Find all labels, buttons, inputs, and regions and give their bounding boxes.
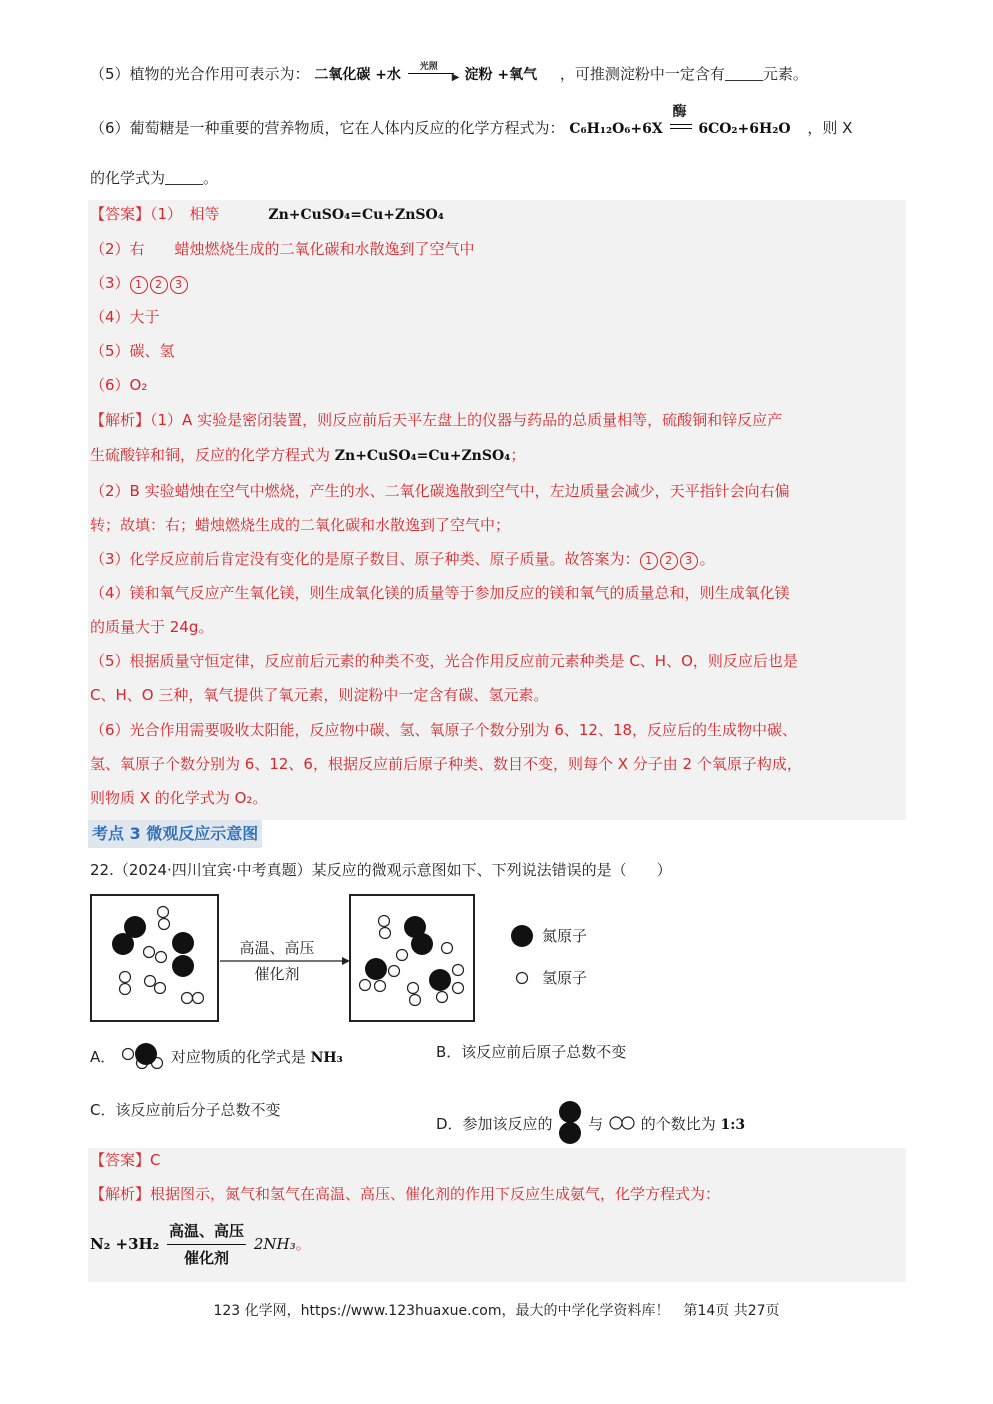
q6-reaction-equals [668, 104, 694, 136]
q5-line [90, 64, 808, 85]
analysis-p1-equation: Zn+CuSO₄=Cu+ZnSO₄ [334, 448, 511, 464]
reactant-h2-molecule-2 [144, 947, 167, 963]
analysis-p3-item-2: 2 [660, 552, 678, 570]
q6-suffix: ，则 X [807, 119, 853, 137]
analysis-p1-b-text: 生硫酸锌和铜，反应的化学方程式为 [90, 446, 331, 464]
answer22-analysis-tag: 【解析】 [90, 1185, 151, 1203]
answer-1-label: （1） 相等 [150, 205, 220, 223]
product-nh3-molecule-2 [360, 958, 400, 992]
option-d-label: D．参加该反应的 [436, 1115, 553, 1133]
product-h-atom [408, 983, 421, 1006]
reactant-h2-molecule-5 [182, 993, 204, 1004]
option-a-text: 对应物质的化学式是 [170, 1048, 306, 1066]
q6-line [90, 104, 853, 139]
reactant-n2-molecule-1 [112, 916, 146, 955]
answer22-analysis-text: 根据图示，氮气和氢气在高温、高压、催化剂的作用下反应生成氨气，化学方程式为： [150, 1185, 721, 1203]
answer22-value: C [150, 1151, 161, 1169]
q6-eq-left: C₆H₁₂O₆+6X [569, 121, 663, 137]
answer-2: （2）右 蜡烛燃烧生成的二氧化碳和水散逸到了空气中 [90, 240, 475, 258]
analysis-p3 [90, 549, 715, 570]
answer22-eq-right: 2NH₃ [253, 1235, 296, 1253]
q5-eq-left: 二氧化碳 +水 [314, 67, 401, 83]
arrow-condition-bottom: 催化剂 [254, 965, 300, 983]
analysis-p1-a-text: （1）A 实验是密闭装置，则反应前后天平左盘上的仪器与药品的总质量相等，硫酸铜和锌反应产 [150, 411, 783, 429]
reactant-h2-molecule-1 [158, 907, 170, 930]
answer-3-item-2: 2 [150, 276, 168, 294]
legend-n-atom-icon [511, 925, 533, 947]
analysis-p2-b: 转；故填：右；蜡烛燃烧生成的二氧化碳和水散逸到了空气中； [90, 516, 511, 534]
option-a [90, 1042, 343, 1070]
answer22-eq-condition [167, 1218, 246, 1271]
analysis-tag: 【解析】 [90, 411, 151, 429]
reactant-h2-molecule-4 [145, 976, 166, 994]
analysis-p3-b: 。 [699, 550, 715, 568]
product-nh3-molecule-3 [429, 965, 464, 1003]
answer-6: （6）O₂ [90, 376, 148, 394]
analysis-p1-c: ； [510, 446, 526, 464]
analysis-p1-b [90, 445, 525, 466]
answer22-tag: 【答案】 [90, 1151, 151, 1169]
q6-eq-condition: 酶 [672, 104, 687, 120]
q6-line-2 [90, 168, 218, 188]
answer22-eq-left: N₂ +3H₂ [90, 1235, 160, 1253]
reaction-diagram [90, 893, 650, 1025]
analysis-p6-c: 则物质 X 的化学式为 O₂。 [90, 789, 268, 807]
n2-molecule-icon [557, 1100, 583, 1146]
answer22-analysis [90, 1184, 720, 1204]
q22-stem: 22.（2024·四川宜宾·中考真题）某反应的微观示意图如下、下列说法错误的是（ ） [90, 861, 672, 879]
reactant-n2-molecule-2 [172, 932, 194, 977]
h2-molecule-icon [608, 1115, 636, 1131]
answer22-line [90, 1150, 161, 1170]
analysis-p5-a: （5）根据质量守恒定律，反应前后元素的种类不变，光合作用反应前元素种类是 C、H、O，则反应后也是 [90, 652, 798, 670]
answer-3-item-1: 1 [130, 276, 148, 294]
analysis-p6-b: 氢、氧原子个数分别为 6、12、6，根据反应前后原子种类、数目不变，则每个 X 分子由 2 个氧原子构成， [90, 755, 802, 773]
answer22-eq-cond-bottom: 催化剂 [184, 1249, 230, 1267]
q6-blank [165, 170, 203, 185]
analysis-p2-a: （2）B 实验蜡烛在空气中燃烧，产生的水、二氧化碳逸散到空气中，左边质量会减少，天平指针会向右偏 [90, 482, 790, 500]
q5-suffix-a: ，可推测淀粉中一定含有 [559, 65, 725, 83]
analysis-p3-item-3: 3 [680, 552, 698, 570]
answer-tag: 【答案】 [90, 205, 151, 223]
q5-eq-right: 淀粉 +氧气 [464, 67, 538, 83]
analysis-p3-item-1: 1 [640, 552, 658, 570]
q5-suffix-b: 元素。 [762, 65, 808, 83]
answer-line-1 [90, 204, 444, 225]
answer22-eq-end: 。 [295, 1235, 311, 1253]
reaction-arrowhead [342, 957, 350, 965]
answer-1-equation: Zn+CuSO₄=Cu+ZnSO₄ [268, 207, 444, 223]
q6-eq-right: 6CO₂+6H₂O [698, 121, 791, 137]
page-footer: 123 化学网，https://www.123huaxue.com，最大的中学化学资料库！ 第14页 共27页 [213, 1303, 780, 1319]
option-a-label: A． [90, 1048, 116, 1066]
answer-line-3 [90, 273, 190, 294]
answer-3-label: （3） [90, 274, 130, 292]
option-d [436, 1100, 745, 1146]
option-c: C．该反应前后分子总数不变 [90, 1101, 281, 1119]
answer22-equation [90, 1218, 311, 1271]
answer-3-item-3: 3 [170, 276, 188, 294]
q5-blank [725, 66, 763, 81]
reactant-h2-molecule-3 [120, 972, 131, 995]
answer-4: （4）大于 [90, 308, 160, 326]
legend-h-label: 氢原子 [542, 969, 588, 987]
analysis-p4-a: （4）镁和氧气反应产生氧化镁，则生成氧化镁的质量等于参加反应的镁和氧气的质量总和，则生成氧化镁 [90, 584, 790, 602]
analysis-p6-a: （6）光合作用需要吸收太阳能，反应物中碳、氢、氧原子个数分别为 6、12、18，反应后的生成物中碳、 [90, 721, 798, 739]
section-heading: 考点 3 微观反应示意图 [88, 820, 262, 848]
legend-h-atom-icon [517, 973, 528, 984]
option-a-formula: NH₃ [310, 1050, 343, 1066]
option-b: B．该反应前后原子总数不变 [436, 1043, 627, 1061]
q6-line2-a: 的化学式为 [90, 169, 166, 187]
answer-5: （5）碳、氢 [90, 342, 175, 360]
product-h2-molecule [379, 916, 391, 939]
q6-prefix: （6）葡萄糖是一种重要的营养物质，它在人体内反应的化学方程式为： [90, 119, 565, 137]
nh3-molecule-icon [120, 1042, 166, 1070]
option-d-mid: 与 [588, 1115, 604, 1133]
q6-line2-b: 。 [203, 169, 219, 187]
analysis-p3-a: （3）化学反应前后肯定没有变化的是原子数目、原子种类、原子质量。故答案为： [90, 550, 640, 568]
legend-n-label: 氮原子 [542, 927, 588, 945]
option-d-ratio: 1:3 [720, 1117, 746, 1133]
analysis-p5-b: C、H、O 三种，氧气提供了氧元素，则淀粉中一定含有碳、氢元素。 [90, 686, 549, 704]
answer22-eq-cond-top: 高温、高压 [167, 1218, 246, 1245]
analysis-p1-a [90, 410, 782, 430]
analysis-p4-b: 的质量大于 24g。 [90, 618, 214, 636]
q5-prefix: （5）植物的光合作用可表示为： [90, 65, 310, 83]
option-d-end: 的个数比为 [640, 1115, 716, 1133]
q5-eq-condition: 光照 [419, 62, 438, 72]
q5-reaction-arrow: 光照 ▶ [406, 64, 460, 82]
product-nh3-molecule-1 [397, 916, 453, 961]
arrow-condition-top: 高温、高压 [239, 939, 315, 957]
